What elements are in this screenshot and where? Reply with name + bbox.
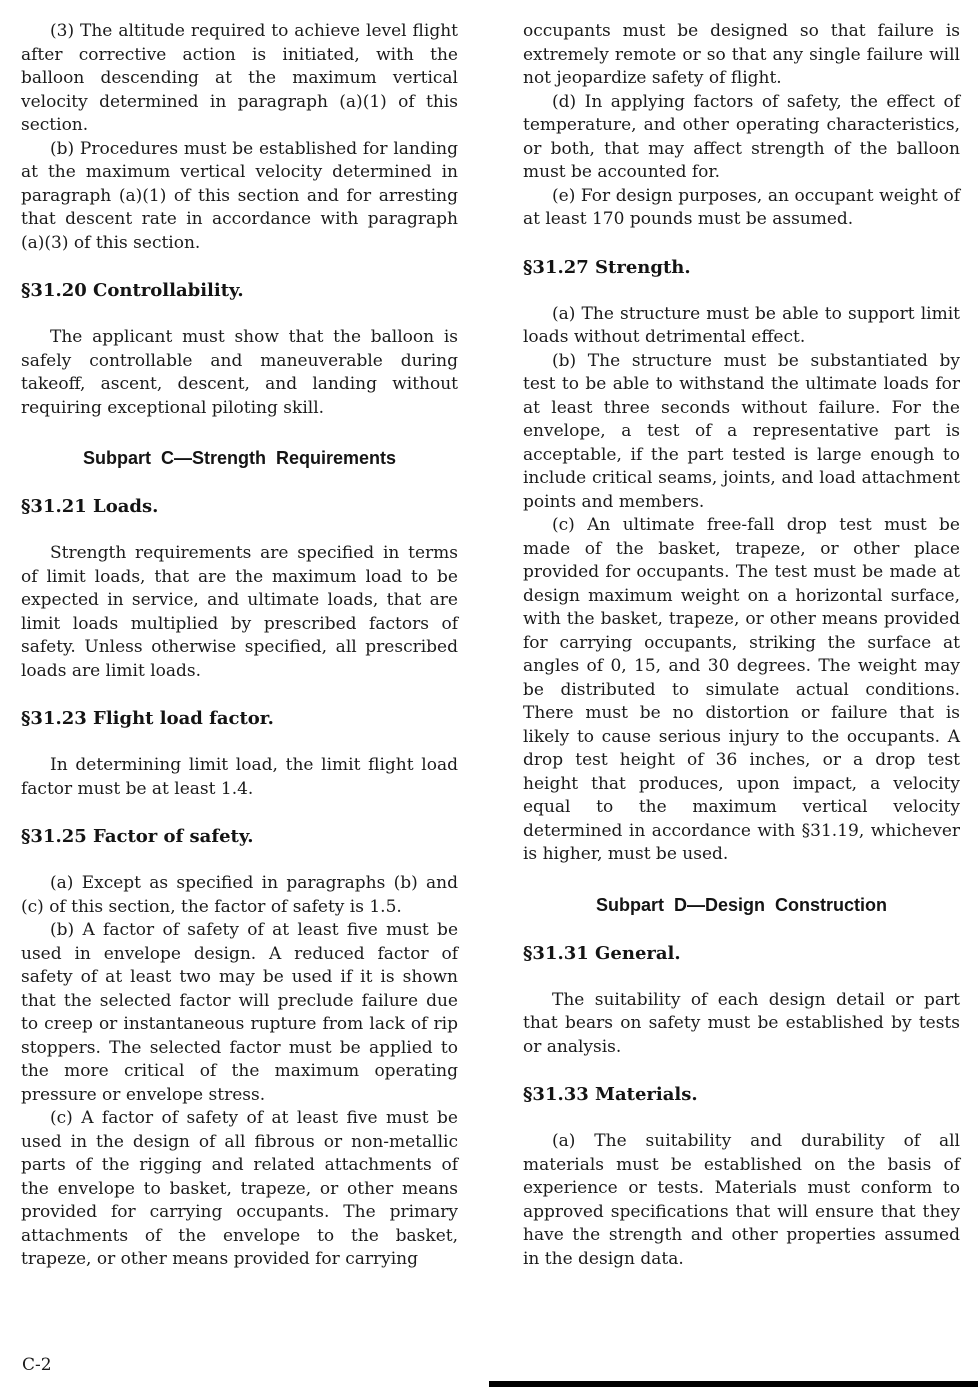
right-column [523,20,960,1272]
body-paragraph: (a) Except as specified in paragraphs (b) and (c) of this section, the factor of safety is 1.5. [21,873,458,917]
subpart-heading: Subpart C—Strength Requirements [82,448,397,468]
section-heading: §31.21 Loads. [21,496,159,517]
left-column [21,20,458,1272]
section-heading: §31.31 General. [523,942,681,964]
scan-artifact-bar [489,1381,978,1387]
body-paragraph: occupants must be designed so that failure is extremely remote or so that any single failure will not jeopardize safety of flight. [523,21,960,88]
body-paragraph: (c) An ultimate free-fall drop test must be made of the basket, trapeze, or other place provided for occupants. The test must be made at design maximum weight on a horizontal surface, with the basket, trapeze, or other means provided for carrying occupants, striking the surface at angles of 0, 15, and 30 degrees. The weight may be distributed to simulate actual conditions. There must be no distortion or failure that is likely to cause serious injury to the occupants. A drop test height of 36 inches, or a drop test height that produces, upon impact, a velocity equal to the maximum vertical velocity determined in accordance with §31.19, whichever is higher, must be used. [523,515,960,864]
subpart-heading: Subpart D—Design Construction [595,894,887,915]
body-paragraph: (a) The structure must be able to support limit loads without detrimental effect. [523,303,960,347]
body-paragraph: (b) A factor of safety of at least five must be used in envelope design. A reduced factor of safety of at least two may be used if it is shown that the selected factor will preclude failure due to creep or instantaneous rupture from lack of rip stoppers. The selected factor must be applied to the more critical of the maximum operating pressure or envelope stress. [21,920,458,1105]
body-paragraph: (b) Procedures must be established for landing at the maximum vertical velocity determined in paragraph (a)(1) of this section and for arresting that descent rate in accordance with paragraph (a)(3) of this section. [21,138,458,253]
section-heading: §31.25 Factor of safety. [21,826,254,847]
body-paragraph: The applicant must show that the balloon is safely controllable and maneuverable during takeoff, ascent, descent, and landing without requiring exceptional piloting skill. [21,327,458,418]
body-paragraph: The suitability of each design detail or part that bears on safety must be established by tests or analysis. [523,989,960,1057]
body-paragraph: Strength requirements are specified in terms of limit loads, that are the maximum load to be expected in service, and ultimate loads, that are limit loads multiplied by prescribed factors of safety. Unless otherwise specified, all prescribed loads are limit loads. [21,543,458,681]
body-paragraph: (e) For design purposes, an occupant weight of at least 170 pounds must be assumed. [523,185,960,229]
section-heading: §31.23 Flight load factor. [21,708,274,729]
body-paragraph: In determining limit load, the limit flight load factor must be at least 1.4. [21,755,458,799]
body-paragraph: (b) The structure must be substantiated by test to be able to withstand the ultimate loads for at least three seconds without failure. For the envelope, a test of a representative part is acceptable, if the part tested is large enough to include critical seams, joints, and load attachment points and members. [523,350,960,512]
body-paragraph: (d) In applying factors of safety, the effect of temperature, and other operating characteristics, or both, that may affect strength of the balloon must be accounted for. [523,91,960,182]
page-number: C-2 [22,1355,52,1375]
section-heading: §31.20 Controllability. [21,280,244,301]
two-column-text-area [21,20,960,1272]
body-paragraph: (3) The altitude required to achieve level flight after corrective action is initiated, with the balloon descending at the maximum vertical velocity determined in paragraph (a)(1) of this section. [21,21,458,135]
body-paragraph: (c) A factor of safety of at least five must be used in the design of all fibrous or non-metallic parts of the rigging and related attachments of the envelope to basket, trapeze, or other means provided for carrying occupants. The primary attachments of the envelope to the basket, trapeze, or other means provided for carrying [21,1108,458,1269]
section-heading: §31.33 Materials. [523,1084,698,1105]
section-heading: §31.27 Strength. [523,256,691,278]
body-paragraph: (a) The suitability and durability of all materials must be established on the basis of experience or tests. Materials must conform to approved specifications that will ensure that they have the strength and other properties assumed in the design data. [523,1131,960,1269]
